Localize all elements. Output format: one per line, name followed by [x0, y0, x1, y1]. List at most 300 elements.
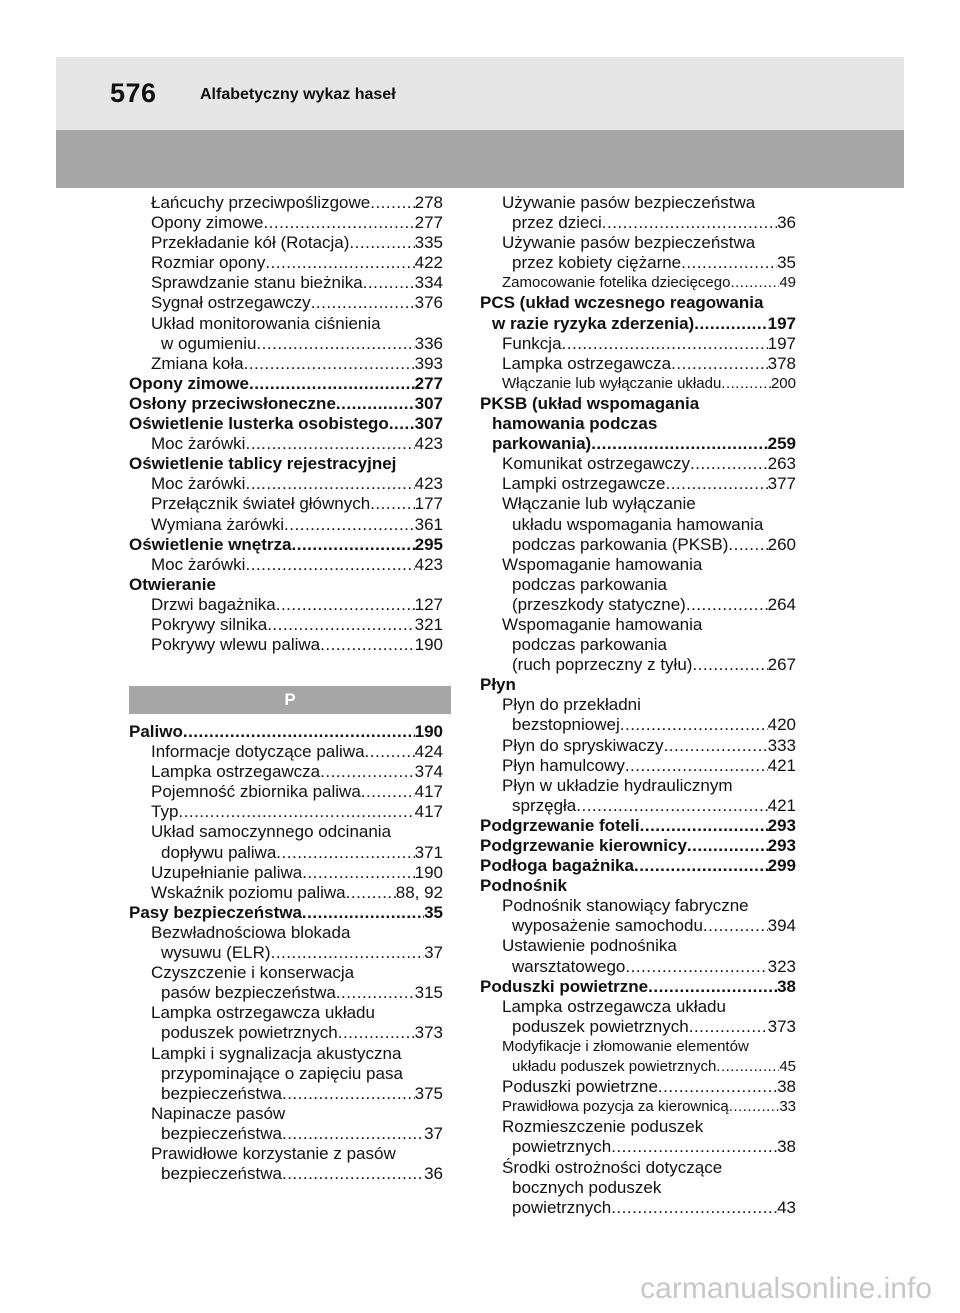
index-entry-text: Przekładanie kół (Rotacja)	[151, 233, 350, 253]
index-entry	[480, 374, 796, 394]
letter-heading: P	[129, 686, 451, 714]
index-entry-text: Modyfikacje i złomowanie elementów	[502, 1037, 749, 1055]
index-entry-page: 373	[767, 1016, 796, 1036]
dot-leader	[640, 816, 768, 836]
index-entry-text: Czyszczenie i konserwacja	[151, 963, 355, 983]
dot-leader	[686, 595, 768, 615]
index-entry	[480, 1178, 796, 1198]
index-entry-text: poduszek powietrznych	[161, 1023, 338, 1043]
dot-leader	[729, 1097, 780, 1117]
index-entry-page: 37	[424, 1123, 443, 1143]
index-entry-page: 49	[779, 274, 796, 292]
index-entry	[480, 615, 796, 635]
dot-leader	[562, 334, 768, 354]
index-entry	[129, 354, 443, 374]
dot-leader	[282, 1164, 424, 1184]
index-entry-text: Prawidłowe korzystanie z pasów	[151, 1143, 396, 1163]
index-entry	[480, 1057, 796, 1077]
dot-leader	[591, 434, 767, 454]
index-entry	[480, 916, 796, 936]
dot-leader	[620, 715, 768, 735]
dot-leader	[370, 193, 414, 213]
index-entry	[480, 474, 796, 494]
index-entry-text: Pojemność zbiornika paliwa	[151, 782, 361, 802]
index-entry	[480, 655, 796, 675]
index-entry-text: Zmiana koła	[151, 353, 244, 373]
index-entry-page: 321	[414, 614, 443, 634]
dot-leader	[602, 213, 777, 233]
index-entry	[480, 233, 796, 253]
index-entry-text: Wskaźnik poziomu paliwa	[151, 882, 346, 902]
dot-leader	[249, 374, 415, 394]
index-entry-text: wyposażenie samochodu	[512, 916, 703, 936]
dot-leader	[292, 535, 415, 555]
index-entry-text: Rozmiar opony	[151, 253, 266, 273]
dot-leader	[320, 635, 415, 655]
index-entry	[129, 863, 443, 883]
index-entry-text: Używanie pasów bezpieczeństwa	[502, 233, 756, 253]
index-entry	[480, 936, 796, 956]
dot-leader	[625, 957, 767, 977]
dot-leader	[265, 253, 414, 273]
index-entry	[129, 555, 443, 575]
index-entry-text: Funkcja	[502, 333, 562, 353]
index-entry	[480, 756, 796, 776]
dot-leader	[681, 253, 777, 273]
dot-leader	[349, 233, 414, 253]
index-entry-text: przypominające o zapięciu pasa	[161, 1063, 403, 1083]
index-entry-page: 267	[767, 655, 796, 675]
dot-leader	[692, 655, 767, 675]
index-entry	[129, 394, 443, 414]
index-entry-page: 377	[767, 474, 796, 494]
index-entry	[129, 314, 443, 334]
index-entry-text: Podnośnik stanowiący fabryczne	[502, 896, 749, 916]
index-entry-page: 334	[414, 273, 443, 293]
index-entry-page: 378	[767, 353, 796, 373]
index-entry	[129, 1044, 443, 1064]
index-entry-text: Oświetlenie tablicy rejestracyjnej	[129, 454, 397, 474]
index-entry-text: Włączanie lub wyłączanie	[502, 494, 696, 514]
index-entry-page: 373	[414, 1023, 443, 1043]
index-entry-text: Moc żarówki	[151, 474, 246, 494]
index-entry-page: 197	[767, 333, 796, 353]
index-entry-text: Osłony przeciwsłoneczne	[129, 393, 336, 413]
dot-leader	[690, 454, 768, 474]
index-entry-text: Lampka ostrzegawcza	[151, 762, 321, 782]
index-entry	[129, 722, 443, 742]
index-entry	[480, 997, 796, 1017]
index-column-left-top	[129, 193, 443, 655]
index-entry-text: bezpieczeństwa	[161, 1164, 282, 1184]
index-entry-page: 127	[414, 594, 443, 614]
index-entry	[129, 1064, 443, 1084]
index-entry	[480, 675, 796, 695]
index-entry-text: Wspomaganie hamowania	[502, 554, 703, 574]
dot-leader	[361, 782, 415, 802]
index-entry	[129, 575, 443, 595]
index-entry	[480, 213, 796, 233]
index-entry	[480, 193, 796, 213]
index-entry-text: Paliwo	[129, 722, 183, 741]
dot-leader	[244, 354, 415, 374]
index-entry	[480, 736, 796, 756]
dot-leader	[665, 474, 767, 494]
index-entry-text: przez kobiety ciężarne	[512, 253, 682, 273]
index-entry-page: 259	[767, 434, 796, 454]
index-entry-text: Poduszki powietrzne	[502, 1077, 658, 1097]
index-entry	[129, 414, 443, 434]
dot-leader	[730, 273, 779, 293]
index-entry-text: Moc żarówki	[151, 434, 246, 454]
dot-leader	[389, 414, 415, 434]
index-entry	[129, 193, 443, 213]
dot-leader	[282, 1084, 415, 1104]
index-entry	[480, 253, 796, 273]
index-entry	[480, 1198, 796, 1218]
index-entry-text: Podgrzewanie foteli	[480, 815, 640, 835]
index-entry-text: Prawidłowa pozycja za kierownicą	[502, 1098, 729, 1116]
index-entry	[129, 454, 443, 474]
index-entry-page: 423	[414, 474, 443, 494]
index-entry-page: 336	[414, 333, 443, 353]
index-entry	[129, 1084, 443, 1104]
index-entry-text: bocznych poduszek	[512, 1177, 662, 1197]
index-entry-text: bezpieczeństwa	[161, 1123, 282, 1143]
index-entry	[129, 233, 443, 253]
index-entry-page: 424	[414, 742, 443, 762]
index-entry-text: Napinacze pasów	[151, 1103, 286, 1123]
dot-leader	[284, 515, 415, 535]
index-entry-text: układu wspomagania hamowania	[512, 514, 764, 534]
index-entry	[480, 595, 796, 615]
page-title: Alfabetyczny wykaz haseł	[200, 86, 396, 103]
index-entry	[480, 273, 796, 293]
index-entry-page: 371	[414, 842, 443, 862]
index-entry	[480, 494, 796, 514]
index-entry-page: 35	[777, 253, 796, 273]
index-entry	[480, 957, 796, 977]
index-entry	[129, 1144, 443, 1164]
dot-leader	[245, 474, 414, 494]
index-entry-page: 307	[414, 393, 443, 413]
index-entry-page: 393	[414, 353, 443, 373]
index-entry-text: Łańcuchy przeciwpoślizgowe	[151, 193, 371, 212]
index-entry	[480, 394, 796, 414]
page-number: 576	[110, 78, 157, 108]
index-entry-text: w razie ryzyka zderzenia)	[492, 313, 695, 333]
index-entry-text: Informacje dotyczące paliwa	[151, 742, 365, 762]
index-entry	[129, 742, 443, 762]
index-entry	[129, 474, 443, 494]
index-entry-text: Uzupełnianie paliwa	[151, 862, 303, 882]
index-entry	[129, 883, 443, 903]
index-entry-text: Lampka ostrzegawcza układu	[502, 996, 726, 1016]
index-entry-page: 33	[779, 1098, 796, 1116]
index-entry	[129, 535, 443, 555]
index-entry	[129, 802, 443, 822]
dot-leader	[625, 756, 768, 776]
dot-leader	[664, 736, 768, 756]
index-entry	[480, 555, 796, 575]
dot-leader	[302, 863, 414, 883]
index-entry-text: sprzęgła	[512, 795, 577, 815]
index-entry-text: układu poduszek powietrznych	[512, 1058, 717, 1076]
index-entry	[129, 635, 443, 655]
index-entry	[129, 615, 443, 635]
index-entry	[480, 1158, 796, 1178]
index-entry	[480, 695, 796, 715]
index-entry-page: 335	[414, 233, 443, 253]
index-entry-page: 36	[777, 213, 796, 233]
index-entry	[129, 943, 443, 963]
index-entry-text: Ustawienie podnośnika	[502, 936, 677, 956]
index-entry-text: bezpieczeństwa	[161, 1083, 282, 1103]
index-entry-page: 293	[767, 836, 796, 855]
dot-leader	[716, 1057, 779, 1077]
dot-leader	[694, 314, 767, 334]
index-entry-text: warsztatowego	[512, 956, 626, 976]
index-entry-text: Opony zimowe	[129, 373, 249, 393]
index-entry-text: Zamocowanie fotelika dziecięcego	[502, 274, 731, 292]
index-entry	[129, 253, 443, 273]
dot-leader	[728, 535, 767, 555]
index-column-right	[480, 193, 796, 1218]
index-entry	[480, 1077, 796, 1097]
index-entry-text: Sprawdzanie stanu bieżnika	[151, 273, 363, 293]
index-entry-text: (ruch poprzeczny z tyłu)	[512, 655, 693, 675]
index-entry-text: parkowania)	[492, 434, 592, 454]
dot-leader	[336, 983, 415, 1003]
index-entry-text: Pokrywy silnika	[151, 614, 268, 634]
dot-leader	[245, 555, 414, 575]
index-entry	[129, 1003, 443, 1023]
dot-leader	[338, 1023, 415, 1043]
index-entry-text: podczas parkowania	[512, 574, 667, 594]
index-entry-text: Lampki i sygnalizacja akustyczna	[151, 1043, 402, 1063]
index-entry-text: Włączanie lub wyłączanie układu	[502, 374, 722, 392]
index-entry-text: Przełącznik świateł głównych	[151, 494, 371, 514]
dot-leader	[276, 595, 415, 615]
index-entry-page: 420	[767, 715, 796, 735]
index-entry	[129, 762, 443, 782]
header-band	[56, 57, 904, 130]
index-entry-text: Podgrzewanie kierownicy	[480, 836, 687, 855]
index-entry-page: 190	[414, 722, 443, 741]
index-entry-page: 200	[770, 374, 796, 392]
index-entry-page: 277	[414, 373, 443, 393]
index-entry-text: wysuwu (ELR)	[161, 943, 271, 963]
index-entry-text: Podnośnik	[480, 876, 567, 896]
index-entry-text: Układ monitorowania ciśnienia	[151, 313, 381, 333]
index-entry	[480, 896, 796, 916]
index-entry-page: 38	[777, 976, 796, 996]
index-entry	[480, 1017, 796, 1037]
index-entry-text: Rozmieszczenie poduszek	[502, 1117, 704, 1137]
dot-leader	[634, 856, 768, 876]
index-entry-page: 295	[414, 534, 443, 554]
index-entry-page: 38	[777, 1137, 796, 1157]
index-entry-text: Moc żarówki	[151, 554, 246, 574]
index-entry-page: 277	[414, 213, 443, 233]
index-entry-page: 394	[767, 916, 796, 936]
index-entry-page: 36	[424, 1164, 443, 1184]
index-entry-page: 197	[767, 313, 796, 333]
index-entry-page: 375	[414, 1083, 443, 1103]
index-entry-text: (przeszkody statyczne)	[512, 594, 686, 614]
dot-leader	[687, 836, 768, 856]
dot-leader	[276, 843, 414, 863]
index-entry	[480, 1137, 796, 1157]
dot-leader	[267, 615, 414, 635]
index-entry	[480, 454, 796, 474]
index-entry-page: 190	[414, 862, 443, 882]
index-entry	[480, 816, 796, 836]
index-entry-page: 374	[414, 762, 443, 782]
index-entry-text: przez dzieci	[512, 213, 602, 233]
index-entry-text: Pasy bezpieczeństwa	[129, 902, 302, 922]
index-entry	[129, 1164, 443, 1184]
index-entry	[480, 977, 796, 997]
dot-leader	[703, 916, 768, 936]
dot-leader	[320, 762, 414, 782]
index-entry-page: 177	[414, 494, 443, 514]
index-entry	[480, 575, 796, 595]
index-entry	[480, 836, 796, 856]
index-entry	[480, 796, 796, 816]
dot-leader	[282, 1124, 424, 1144]
index-entry-text: hamowania podczas	[492, 414, 658, 434]
index-entry-page: 293	[767, 815, 796, 835]
index-entry	[480, 876, 796, 896]
dot-leader	[689, 1017, 768, 1037]
index-entry-text: Komunikat ostrzegawczy	[502, 454, 691, 474]
index-entry	[480, 1097, 796, 1117]
index-entry	[480, 334, 796, 354]
index-entry-text: Układ samoczynnego odcinania	[151, 822, 392, 842]
dot-leader	[611, 1137, 777, 1157]
index-entry	[129, 293, 443, 313]
index-entry	[480, 414, 796, 434]
dot-leader	[365, 742, 415, 762]
index-entry-page: 423	[414, 554, 443, 574]
index-entry	[129, 963, 443, 983]
index-entry	[129, 983, 443, 1003]
index-entry-page: 38	[777, 1077, 796, 1097]
index-entry-text: Wspomaganie hamowania	[502, 614, 703, 634]
index-entry-text: podczas parkowania (PKSB)	[512, 534, 729, 554]
dot-leader	[721, 374, 771, 394]
index-entry	[129, 843, 443, 863]
index-entry	[480, 434, 796, 454]
dot-leader	[178, 802, 414, 822]
index-entry	[480, 715, 796, 735]
index-entry	[129, 374, 443, 394]
watermark: carmanualsonline.info	[640, 1272, 932, 1305]
index-entry	[480, 314, 796, 334]
index-entry-text: bezstopniowej	[512, 715, 620, 735]
dot-leader	[370, 494, 414, 514]
index-entry-text: Pokrywy wlewu paliwa	[151, 635, 321, 655]
index-entry-page: 260	[767, 534, 796, 554]
index-entry-text: Lampka ostrzegawcza	[502, 353, 672, 373]
index-entry-text: Płyn hamulcowy	[502, 755, 625, 775]
index-entry-page: 45	[779, 1058, 796, 1076]
index-entry	[129, 782, 443, 802]
index-entry-text: Typ	[151, 802, 179, 822]
index-entry-text: PKSB (układ wspomagania	[480, 393, 700, 413]
index-entry-text: Otwieranie	[129, 574, 216, 594]
index-entry-page: 315	[414, 983, 443, 1003]
index-entry-text: Drzwi bagażnika	[151, 594, 276, 614]
index-entry-page: 421	[767, 755, 796, 775]
index-entry	[480, 515, 796, 535]
index-entry-page: 421	[767, 795, 796, 815]
index-entry-text: pasów bezpieczeństwa	[161, 983, 336, 1003]
index-entry-text: Wymiana żarówki	[151, 514, 285, 534]
index-entry-text: Płyn do przekładni	[502, 695, 641, 715]
index-entry-text: Sygnał ostrzegawczy	[151, 293, 311, 313]
section-band	[56, 130, 904, 188]
index-entry-page: 376	[414, 293, 443, 313]
index-entry	[129, 1124, 443, 1144]
index-entry-text: powietrznych	[512, 1137, 612, 1157]
dot-leader	[256, 334, 414, 354]
index-entry	[480, 856, 796, 876]
index-entry-page: 333	[767, 735, 796, 755]
index-entry-text: Oświetlenie wnętrza	[129, 534, 292, 554]
dot-leader	[263, 213, 414, 233]
index-entry	[129, 515, 443, 535]
index-entry-text: Poduszki powietrzne	[480, 976, 649, 996]
index-entry-text: Środki ostrożności dotyczące	[502, 1157, 723, 1177]
index-entry-page: 422	[414, 253, 443, 273]
dot-leader	[648, 977, 777, 997]
index-entry	[129, 1023, 443, 1043]
index-entry-page: 264	[767, 594, 796, 614]
index-entry-text: poduszek powietrznych	[512, 1016, 689, 1036]
index-entry	[129, 595, 443, 615]
index-entry-text: Używanie pasów bezpieczeństwa	[502, 193, 756, 212]
index-entry	[129, 822, 443, 842]
index-entry	[129, 903, 443, 923]
index-entry-page: 190	[414, 635, 443, 655]
index-entry	[480, 535, 796, 555]
index-entry-text: Podłoga bagażnika	[480, 856, 634, 876]
index-entry	[129, 273, 443, 293]
dot-leader	[346, 883, 396, 903]
index-entry-page: 361	[414, 514, 443, 534]
index-entry-page: 307	[414, 414, 443, 434]
index-entry	[129, 1104, 443, 1124]
index-entry-page: 43	[777, 1197, 796, 1217]
dot-leader	[611, 1198, 777, 1218]
dot-leader	[671, 354, 767, 374]
index-entry	[129, 434, 443, 454]
dot-leader	[271, 943, 424, 963]
index-entry-page: 263	[767, 454, 796, 474]
index-entry	[480, 293, 796, 313]
index-entry-page: 278	[414, 193, 443, 212]
index-entry-text: Płyn do spryskiwaczy	[502, 735, 664, 755]
dot-leader	[576, 796, 767, 816]
index-entry-page: 417	[414, 802, 443, 822]
index-entry-text: powietrznych	[512, 1197, 612, 1217]
index-entry	[129, 923, 443, 943]
index-entry	[480, 1117, 796, 1137]
index-entry	[129, 334, 443, 354]
index-column-left-bottom	[129, 722, 443, 1184]
